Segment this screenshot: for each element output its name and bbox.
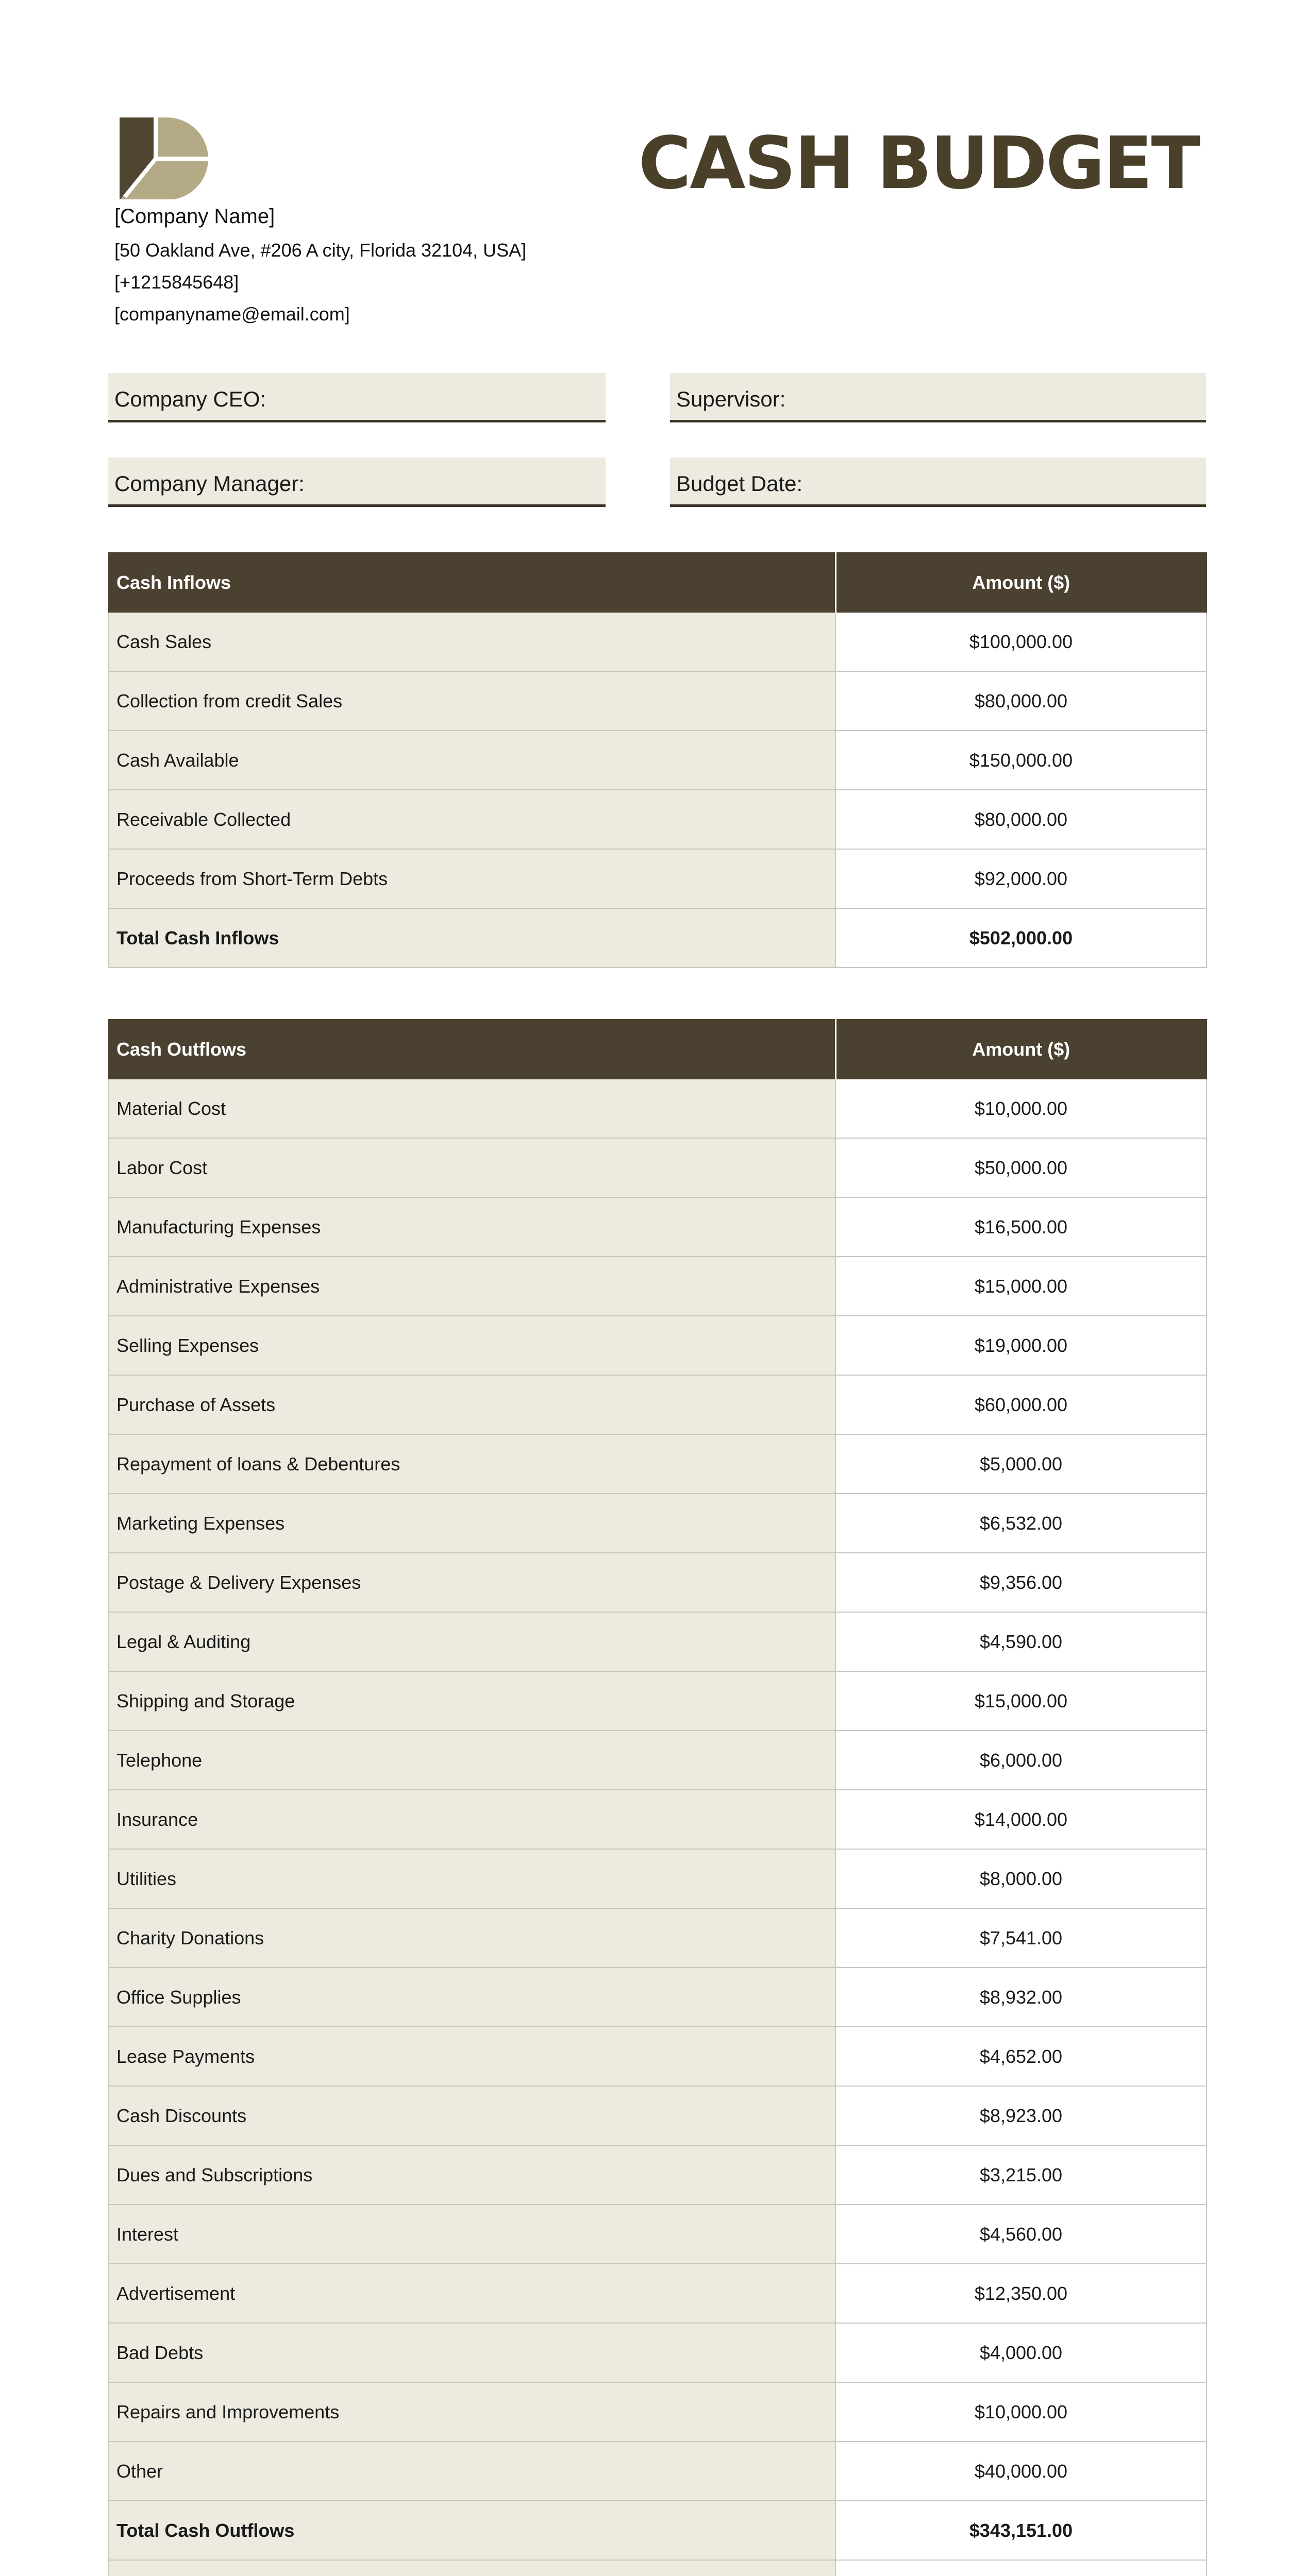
- row-amount[interactable]: $3,215.00: [835, 2145, 1207, 2205]
- row-amount[interactable]: $19,000.00: [835, 1316, 1207, 1375]
- row-label: Telephone: [109, 1731, 835, 1790]
- budget-date-field[interactable]: [670, 457, 1206, 507]
- company-logo-icon: [120, 114, 217, 199]
- row-label: Labor Cost: [109, 1138, 835, 1197]
- manager-label: Company Manager:: [114, 471, 305, 496]
- supervisor-field[interactable]: [670, 373, 1206, 422]
- row-amount[interactable]: $10,000.00: [835, 1079, 1207, 1138]
- table-header-row: [109, 553, 1207, 612]
- table-row: [109, 1612, 1207, 1671]
- table-row: [109, 2323, 1207, 2382]
- row-label: Purchase of Assets: [109, 1375, 835, 1434]
- row-amount[interactable]: $40,000.00: [835, 2442, 1207, 2501]
- row-amount[interactable]: $60,000.00: [835, 1375, 1207, 1434]
- company-phone: [+1215845648]: [114, 272, 239, 293]
- row-label: Advertisement: [109, 2264, 835, 2323]
- company-address: [50 Oakland Ave, #206 A city, Florida 32104, USA]: [114, 240, 527, 261]
- table-row: [109, 1375, 1207, 1434]
- row-label: Insurance: [109, 1790, 835, 1849]
- table-row: [109, 671, 1207, 731]
- row-label: Cash Discounts: [109, 2086, 835, 2145]
- row-label: Repairs and Improvements: [109, 2382, 835, 2442]
- table-row: [109, 612, 1207, 671]
- table-row: [109, 1316, 1207, 1375]
- table-row: [109, 2264, 1207, 2323]
- table-row: [109, 1257, 1207, 1316]
- row-label: Charity Donations: [109, 1908, 835, 1968]
- total-row: [109, 908, 1207, 968]
- row-label: Selling Expenses: [109, 1316, 835, 1375]
- net-balance-label: [109, 2560, 835, 2576]
- total-amount: $343,151.00: [835, 2501, 1207, 2560]
- row-amount[interactable]: $15,000.00: [835, 1671, 1207, 1731]
- table-row: [109, 731, 1207, 790]
- row-amount[interactable]: $6,000.00: [835, 1731, 1207, 1790]
- row-label: Interest: [109, 2205, 835, 2264]
- table-row: [109, 1968, 1207, 2027]
- table-row: [109, 1731, 1207, 1790]
- row-label: Cash Sales: [109, 612, 835, 671]
- row-label: Receivable Collected: [109, 790, 835, 849]
- table-row: [109, 1079, 1207, 1138]
- supervisor-label: Supervisor:: [676, 387, 786, 411]
- row-label: Manufacturing Expenses: [109, 1197, 835, 1257]
- total-label: Total Cash Outflows: [109, 2501, 835, 2560]
- ceo-label: Company CEO:: [114, 387, 266, 411]
- row-label: Marketing Expenses: [109, 1494, 835, 1553]
- row-amount[interactable]: $10,000.00: [835, 2382, 1207, 2442]
- table-row: [109, 2145, 1207, 2205]
- row-label: Dues and Subscriptions: [109, 2145, 835, 2205]
- row-amount[interactable]: $4,652.00: [835, 2027, 1207, 2086]
- row-amount[interactable]: $7,541.00: [835, 1908, 1207, 1968]
- document-title: CASH BUDGET: [638, 122, 1199, 206]
- row-label: Administrative Expenses: [109, 1257, 835, 1316]
- row-amount[interactable]: $16,500.00: [835, 1197, 1207, 1257]
- row-label: Shipping and Storage: [109, 1671, 835, 1731]
- row-label: Bad Debts: [109, 2323, 835, 2382]
- total-amount: $502,000.00: [835, 908, 1207, 968]
- row-amount[interactable]: $5,000.00: [835, 1434, 1207, 1494]
- column-header-amount: Amount ($): [835, 1020, 1207, 1079]
- table-row: [109, 1553, 1207, 1612]
- table-row: [109, 1138, 1207, 1197]
- row-amount[interactable]: $100,000.00: [835, 612, 1207, 671]
- table-row: [109, 1434, 1207, 1494]
- budget-date-label: Budget Date:: [676, 471, 803, 496]
- row-label: Legal & Auditing: [109, 1612, 835, 1671]
- total-row: [109, 2501, 1207, 2560]
- row-amount[interactable]: $9,356.00: [835, 1553, 1207, 1612]
- table-row: [109, 2442, 1207, 2501]
- row-amount[interactable]: $6,532.00: [835, 1494, 1207, 1553]
- row-amount[interactable]: $8,923.00: [835, 2086, 1207, 2145]
- table-row: [109, 790, 1207, 849]
- company-name: [Company Name]: [114, 205, 275, 228]
- total-label: Total Cash Inflows: [109, 908, 835, 968]
- table-row: [109, 2205, 1207, 2264]
- ceo-field[interactable]: [108, 373, 606, 422]
- row-label: Cash Available: [109, 731, 835, 790]
- row-label: Proceeds from Short-Term Debts: [109, 849, 835, 908]
- column-header-label: Cash Inflows: [109, 553, 835, 612]
- row-amount[interactable]: $80,000.00: [835, 671, 1207, 731]
- row-amount[interactable]: $8,932.00: [835, 1968, 1207, 2027]
- column-header-label: Cash Outflows: [109, 1020, 835, 1079]
- row-amount[interactable]: $14,000.00: [835, 1790, 1207, 1849]
- cash-inflows-table: [108, 552, 1207, 968]
- row-amount[interactable]: $8,000.00: [835, 1849, 1207, 1908]
- table-row: [109, 1671, 1207, 1731]
- manager-field[interactable]: [108, 457, 606, 507]
- table-row: [109, 1197, 1207, 1257]
- row-label: Lease Payments: [109, 2027, 835, 2086]
- cash-outflows-table: [108, 1019, 1207, 2576]
- row-amount[interactable]: $4,560.00: [835, 2205, 1207, 2264]
- column-header-amount: Amount ($): [835, 553, 1207, 612]
- row-label: Postage & Delivery Expenses: [109, 1553, 835, 1612]
- row-label: Repayment of loans & Debentures: [109, 1434, 835, 1494]
- net-balance-row: [109, 2560, 1207, 2576]
- table-header-row: [109, 1020, 1207, 1079]
- table-row: [109, 2382, 1207, 2442]
- row-amount[interactable]: $4,000.00: [835, 2323, 1207, 2382]
- table-row: [109, 849, 1207, 908]
- table-row: [109, 1790, 1207, 1849]
- table-row: [109, 2027, 1207, 2086]
- row-label: Collection from credit Sales: [109, 671, 835, 731]
- row-amount[interactable]: $4,590.00: [835, 1612, 1207, 1671]
- row-amount[interactable]: $15,000.00: [835, 1257, 1207, 1316]
- company-email: [companyname@email.com]: [114, 303, 350, 325]
- table-row: [109, 2086, 1207, 2145]
- row-label: Material Cost: [109, 1079, 835, 1138]
- table-row: [109, 1908, 1207, 1968]
- row-label: Utilities: [109, 1849, 835, 1908]
- table-row: [109, 1849, 1207, 1908]
- row-label: Other: [109, 2442, 835, 2501]
- table-row: [109, 1494, 1207, 1553]
- net-balance-amount: [835, 2560, 1207, 2576]
- row-amount[interactable]: $50,000.00: [835, 1138, 1207, 1197]
- row-amount[interactable]: $92,000.00: [835, 849, 1207, 908]
- row-label: Office Supplies: [109, 1968, 835, 2027]
- row-amount[interactable]: $80,000.00: [835, 790, 1207, 849]
- row-amount[interactable]: $12,350.00: [835, 2264, 1207, 2323]
- row-amount[interactable]: $150,000.00: [835, 731, 1207, 790]
